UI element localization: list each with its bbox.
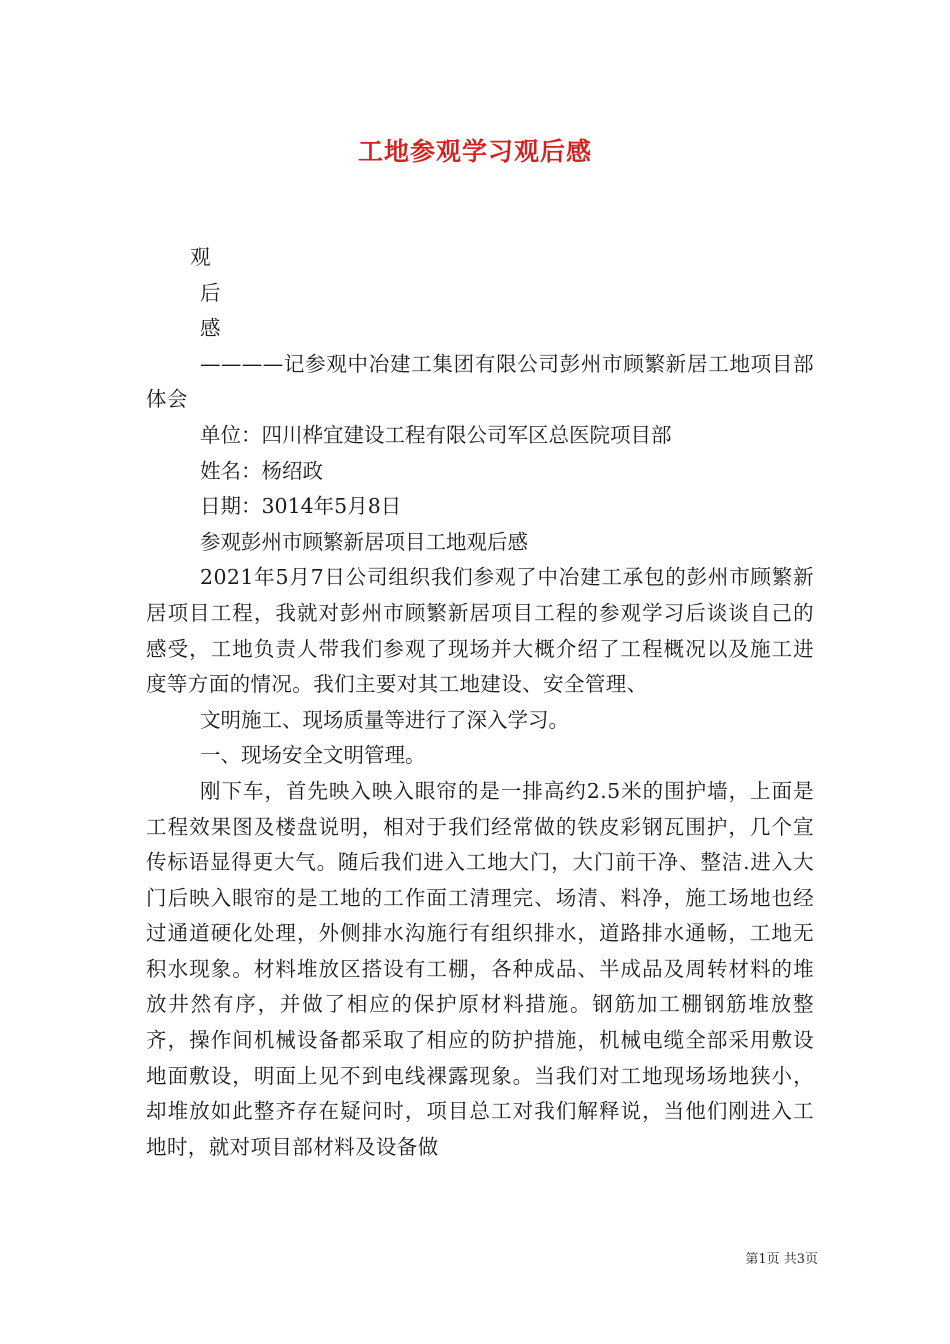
section-heading-1: 一、现场安全文明管理。 (200, 743, 426, 768)
unit-line: 单位：四川桦宜建设工程有限公司军区总医院项目部 (200, 422, 672, 447)
document-title: 工地参观学习观后感 (357, 137, 592, 166)
name-line: 姓名：杨绍政 (200, 458, 323, 483)
section-title: 参观彭州市顾繁新居项目工地观后感 (200, 529, 528, 554)
paragraph-2: 刚下车，首先映入映入眼帘的是一排高约2.5米的围护墙，上面是工程效果图及楼盘说明，相对于我们经常做的铁皮彩钢瓦围护，几个宣传标语显得更大气。随后我们进入工地大门，大门前干净、整洁.进入大门后映入眼帘的是工地的工作面工清理完、场清、料净，施工场地也经过通道硬化处理，外侧排水沟施行有组织排水，道路排水通畅，工地无积水现象。材料堆放区搭设有工棚，各种成品、半成品及周转材料的堆放井然有序，并做了相应的保护原材料措施。钢筋加工棚钢筋堆放整齐，操作间机械设备都采取了相应的防护措施，机械电缆全部采用敷设地面敷设，明面上见不到电线裸露现象。当我们对工地现场场地狭小，却堆放如此整齐存在疑问时，项目总工对我们解释说，当他们刚进入工地时，就对项目部材料及设备做 (146, 778, 814, 1159)
document-body (146, 240, 814, 1165)
date-line: 日期：3014年5月8日 (200, 494, 402, 519)
heading-char-2: 后 (200, 280, 221, 305)
page-footer: 第1页 共3页 (745, 1252, 818, 1267)
document-subtitle: ————记参观中冶建工集团有限公司彭州市顾繁新居工地项目部体会 (146, 351, 814, 412)
paragraph-1-continuation: 文明施工、现场质量等进行了深入学习。 (200, 707, 569, 732)
heading-char-1: 观 (190, 245, 211, 269)
heading-char-3: 感 (200, 316, 221, 341)
paragraph-1: 2021年5月7日公司组织我们参观了中冶建工承包的彭州市顾繁新居项目工程，我就对彭州市顾繁新居项目工程的参观学习后谈谈自己的感受，工地负责人带我们参观了现场并大概介绍了工程概况以及施工进度等方面的情况。我们主要对其工地建设、安全管理、 (146, 565, 814, 697)
